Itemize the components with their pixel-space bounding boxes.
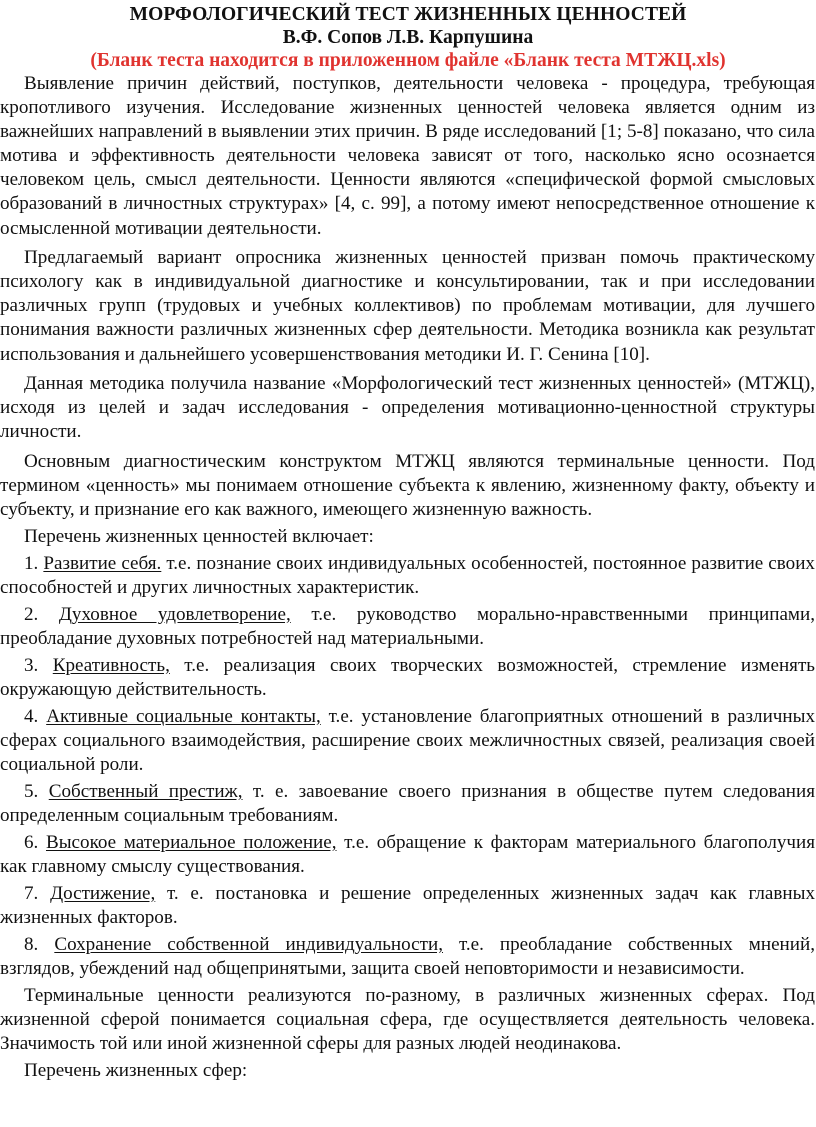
list-item-description: т.е. реализация своих творческих возможностей, стремление изменять окружающую действительность.: [0, 654, 815, 700]
list-item: [0, 831, 816, 879]
list-item-description: т.е. обращение к факторам материального благополучия как главному смыслу существования.: [0, 831, 815, 877]
list-item-term: Высокое материальное положение,: [45, 831, 337, 853]
list-item-description: т.е. установление благоприятных отношений в различных сферах социального взаимодействия, расширение своих межличностных связей, реализация своей социальной роли.: [0, 705, 815, 776]
list-item-term: Креативность,: [52, 654, 170, 676]
list-item: [0, 603, 816, 651]
list-item: [0, 654, 816, 702]
document-body: [0, 72, 816, 1083]
intro-paragraph-1: Выявление причин действий, поступков, деятельности человека - процедура, требующая кропотливого изучения. Исследование жизненных ценностей человека является одним из важнейших направлений в выявлении этих причин. В ряде исследований [1; 5-8] показано, что сила мотива и эффективность деятельности человека зависят от того, насколько ясно осознается человеком цель, смысл деятельности. Ценности являются «специфической формой смысловых образований в личностных структурах» [4, с. 99], а потому имеют непосредственное отношение к осмысленной мотивации деятельности.: [0, 73, 815, 239]
list-item-term: Сохранение собственной индивидуальности,: [54, 933, 443, 955]
list-item-description: т.е. познание своих индивидуальных особенностей, постоянное развитие своих способностей и других личностных характеристик.: [0, 552, 815, 598]
list-item-number: 2.: [24, 603, 39, 625]
list-item: [0, 552, 816, 600]
list-item-number: 3.: [24, 654, 39, 676]
list-item-number: 6.: [24, 831, 39, 853]
list-item: [0, 882, 816, 930]
list-item-description: т.е. руководство морально-нравственными принципами, преобладание духовных потребностей над материальными.: [0, 603, 815, 649]
list-item-term: Достижение,: [50, 882, 156, 904]
outro-paragraph: Терминальные ценности реализуются по-разному, в различных жизненных сферах. Под жизненной сферой понимается социальная сфера, где осуществляется деятельность человека. Значимость той или иной жизненной сферы для разных людей неодинакова.: [0, 984, 815, 1055]
authors-line: В.Ф. Сопов Л.В. Карпушина: [282, 27, 534, 48]
values-list-intro: Перечень жизненных ценностей включает:: [24, 525, 374, 547]
list-item-number: 1.: [24, 552, 39, 574]
list-item-term: Собственный престиж,: [48, 780, 243, 802]
list-item-term: Развитие себя.: [43, 552, 162, 574]
attachment-note: (Бланк теста находится в приложенном файле «Бланк теста МТЖЦ.xls): [90, 50, 726, 71]
list-item-description: т. е. постановка и решение определенных жизненных задач как главных жизненных факторов.: [0, 882, 815, 928]
list-item-term: Духовное удовлетворение,: [58, 603, 291, 625]
list-item-description: т.е. преобладание собственных мнений, взглядов, убеждений над общепринятыми, защита своей неповторимости и независимости.: [0, 933, 815, 979]
document-title: МОРФОЛОГИЧЕСКИЙ ТЕСТ ЖИЗНЕННЫХ ЦЕННОСТЕЙ: [129, 4, 687, 25]
spheres-list-intro: Перечень жизненных сфер:: [24, 1059, 248, 1081]
list-item-term: Активные социальные контакты,: [46, 705, 321, 727]
intro-paragraph-2: Предлагаемый вариант опросника жизненных ценностей призван помочь практическому психологу как в индивидуальной диагностике и консультировании, так и при исследовании различных групп (трудовых и учебных коллективов) по проблемам мотивации, для лучшего понимания важности различных жизненных сфер деятельности. Методика возникла как результат использования и дальнейшего усовершенствования методики И. Г. Сенина [10].: [0, 247, 815, 365]
values-list: [0, 552, 816, 981]
list-item-description: т. е. завоевание своего признания в обществе путем следования определенным социальным требованиям.: [0, 780, 816, 826]
list-item: [0, 705, 816, 777]
intro-paragraph-3: Данная методика получила название «Морфологический тест жизненных ценностей» (МТЖЦ), исходя из целей и задач исследования - определения мотивационно-ценностной структуры личности.: [0, 373, 815, 443]
list-item-number: 7.: [24, 882, 39, 904]
list-item-number: 8.: [24, 933, 39, 955]
intro-paragraph-4: Основным диагностическим конструктом МТЖЦ являются терминальные ценности. Под термином «ценность» мы понимаем отношение субъекта к явлению, жизненному факту, объекту и субъекту, и признание его как важного, имеющего жизненную важность.: [0, 450, 815, 521]
list-item: [0, 780, 816, 828]
list-item: [0, 933, 816, 981]
list-item-number: 4.: [24, 705, 39, 727]
list-item-number: 5.: [24, 780, 39, 802]
